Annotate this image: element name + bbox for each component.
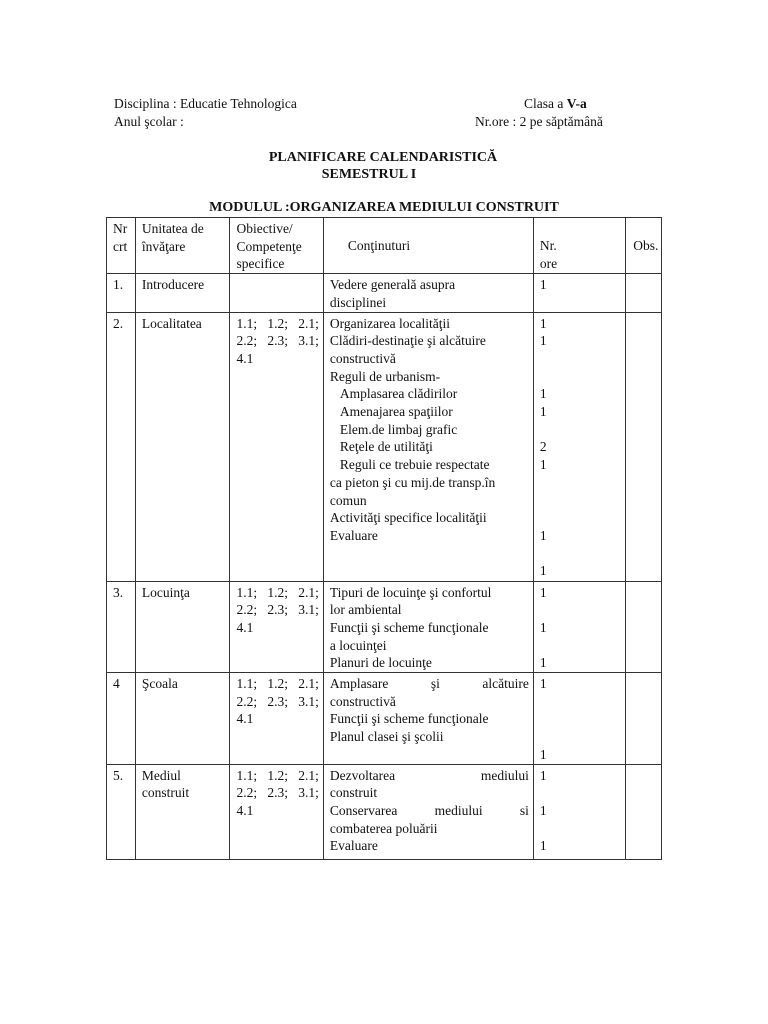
table-row bbox=[107, 581, 662, 673]
table-row bbox=[107, 764, 662, 859]
row-ore bbox=[533, 581, 625, 673]
row-obiective: 1.1; 1.2; 2.1; 2.2; 2.3; 3.1; 4.1 bbox=[230, 581, 323, 673]
header-ore-line: Nr. bbox=[539, 238, 557, 253]
content-line: Evaluare bbox=[329, 838, 378, 854]
semester-title: SEMESTRUL I bbox=[321, 167, 417, 182]
content-line: lor ambiental bbox=[329, 602, 402, 618]
content-line: construit bbox=[329, 785, 378, 801]
row-obiective bbox=[230, 274, 323, 312]
row-obs bbox=[626, 312, 662, 581]
header-line-1 bbox=[114, 95, 648, 113]
hours-value: 1 bbox=[539, 802, 547, 818]
row-obiective: 1.1; 1.2; 2.1; 2.2; 2.3; 3.1; 4.1 bbox=[230, 673, 323, 764]
table-row bbox=[107, 673, 662, 764]
row-unitatea: Şcoala bbox=[135, 673, 230, 764]
content-line: disciplinei bbox=[329, 294, 387, 310]
header-continuturi bbox=[323, 218, 533, 274]
hours-value: 1 bbox=[539, 277, 547, 293]
header-unitatea bbox=[135, 218, 230, 274]
content-line: Dezvoltarea mediului bbox=[329, 767, 529, 783]
header-obs-text: Obs. bbox=[633, 238, 659, 253]
row-unitatea: Introducere bbox=[135, 274, 230, 312]
header-unitatea-line: învăţare bbox=[141, 238, 186, 254]
content-line: Amplasarea clădirilor bbox=[339, 386, 458, 402]
hours-value: 1 bbox=[539, 619, 547, 635]
header-obs bbox=[626, 218, 662, 274]
unit-line: Mediul bbox=[141, 767, 181, 783]
row-continuturi bbox=[323, 274, 533, 312]
header-ore bbox=[533, 218, 625, 274]
hours-value: 1 bbox=[539, 333, 547, 349]
content-line: Elem.de limbaj grafic bbox=[339, 421, 458, 437]
header-obiective bbox=[230, 218, 323, 274]
doc-title: PLANIFICARE CALENDARISTICĂ bbox=[268, 150, 498, 165]
hours-value: 1 bbox=[539, 767, 547, 783]
header-obiective-line: specifice bbox=[236, 256, 285, 272]
content-line: Organizarea localităţii bbox=[329, 315, 450, 331]
row-nr: 5. bbox=[107, 764, 136, 859]
row-nr: 4 bbox=[107, 673, 136, 764]
content-line: Activităţi specifice localităţii bbox=[329, 510, 487, 526]
row-obs bbox=[626, 581, 662, 673]
class-label bbox=[524, 95, 587, 113]
row-nr: 1. bbox=[107, 274, 136, 312]
content-line: ca pieton şi cu mij.de transp.în bbox=[329, 474, 496, 490]
row-obiective: 1.1; 1.2; 2.1; 2.2; 2.3; 3.1; 4.1 bbox=[230, 764, 323, 859]
row-obiective: 1.1; 1.2; 2.1; 2.2; 2.3; 3.1; 4.1 bbox=[230, 312, 323, 581]
hours-value: 1 bbox=[539, 315, 547, 331]
content-line: Planul clasei şi şcolii bbox=[329, 729, 444, 745]
hours-value: 1 bbox=[539, 838, 547, 854]
module-title: MODULUL :ORGANIZAREA MEDIULUI CONSTRUIT bbox=[209, 200, 559, 215]
class-value: V-a bbox=[566, 96, 587, 111]
hours-value: 1 bbox=[539, 386, 547, 402]
header-nr-line: Nr bbox=[113, 221, 128, 236]
row-nr: 2. bbox=[107, 312, 136, 581]
content-line: Amenajarea spaţiilor bbox=[339, 404, 453, 420]
row-unitatea: Localitatea bbox=[135, 312, 230, 581]
hours-value: 1 bbox=[539, 404, 547, 419]
hours-value: 1 bbox=[539, 746, 547, 762]
table-header-row bbox=[107, 218, 662, 274]
content-line: Funcţii şi scheme funcţionale bbox=[329, 619, 489, 635]
content-line: Evaluare bbox=[329, 527, 378, 543]
content-line: a locuinţei bbox=[329, 637, 387, 653]
content-line: combaterea poluării bbox=[329, 820, 438, 836]
row-ore bbox=[533, 764, 625, 859]
header-continuturi-text: Conţinuturi bbox=[347, 238, 411, 253]
content-line: comun bbox=[329, 492, 367, 508]
header-ore-line: ore bbox=[539, 255, 558, 271]
hours-value: 1 bbox=[539, 563, 547, 579]
hours-value: 1 bbox=[539, 457, 547, 473]
hours-value: 1 bbox=[539, 676, 547, 692]
hours-value: 2 bbox=[539, 439, 547, 455]
content-line: constructivă bbox=[329, 350, 396, 366]
planning-table bbox=[106, 217, 662, 860]
content-line: Vedere generală asupra bbox=[329, 277, 456, 293]
content-line: Reţele de utilităţi bbox=[339, 439, 433, 455]
hours-value: 1 bbox=[539, 527, 547, 543]
content-line: constructivă bbox=[329, 693, 396, 709]
row-ore bbox=[533, 312, 625, 581]
content-line: Amplasare şi alcătuire bbox=[329, 676, 529, 692]
row-continuturi bbox=[323, 312, 533, 581]
row-unitatea bbox=[135, 764, 230, 859]
discipline-label: Disciplina : Educatie Tehnologica bbox=[114, 96, 297, 111]
row-continuturi bbox=[323, 764, 533, 859]
row-unitatea: Locuinţa bbox=[135, 581, 230, 673]
row-continuturi bbox=[323, 581, 533, 673]
content-line: Funcţii şi scheme funcţionale bbox=[329, 711, 489, 727]
content-line: Clădiri-destinaţie şi alcătuire bbox=[329, 333, 486, 349]
row-continuturi bbox=[323, 673, 533, 764]
header-obiective-line: Obiective/ bbox=[236, 221, 293, 236]
row-nr: 3. bbox=[107, 581, 136, 673]
class-prefix: Clasa a bbox=[524, 96, 567, 111]
content-line: Reguli de urbanism- bbox=[329, 368, 441, 384]
content-line: Reguli ce trebuie respectate bbox=[339, 457, 490, 473]
table-row bbox=[107, 274, 662, 312]
row-obs bbox=[626, 764, 662, 859]
row-ore bbox=[533, 673, 625, 764]
header-line-2 bbox=[114, 113, 648, 131]
row-obs bbox=[626, 673, 662, 764]
row-ore bbox=[533, 274, 625, 312]
hours-label: Nr.ore : 2 pe săptămână bbox=[475, 114, 603, 129]
header-nr bbox=[107, 218, 136, 274]
content-line: Conservarea mediului si bbox=[329, 802, 529, 818]
unit-line: construit bbox=[141, 785, 190, 801]
content-line: Planuri de locuinţe bbox=[329, 655, 432, 671]
hours-value: 1 bbox=[539, 655, 547, 671]
header-unitatea-line: Unitatea de bbox=[141, 221, 204, 236]
content-line: Tipuri de locuinţe şi confortul bbox=[329, 584, 492, 600]
header-obiective-line: Competenţe bbox=[236, 238, 302, 254]
table-row bbox=[107, 312, 662, 581]
row-obs bbox=[626, 274, 662, 312]
header-nr-line: crt bbox=[113, 238, 128, 254]
hours-value: 1 bbox=[539, 584, 547, 600]
school-year-label: Anul şcolar : bbox=[114, 114, 184, 129]
